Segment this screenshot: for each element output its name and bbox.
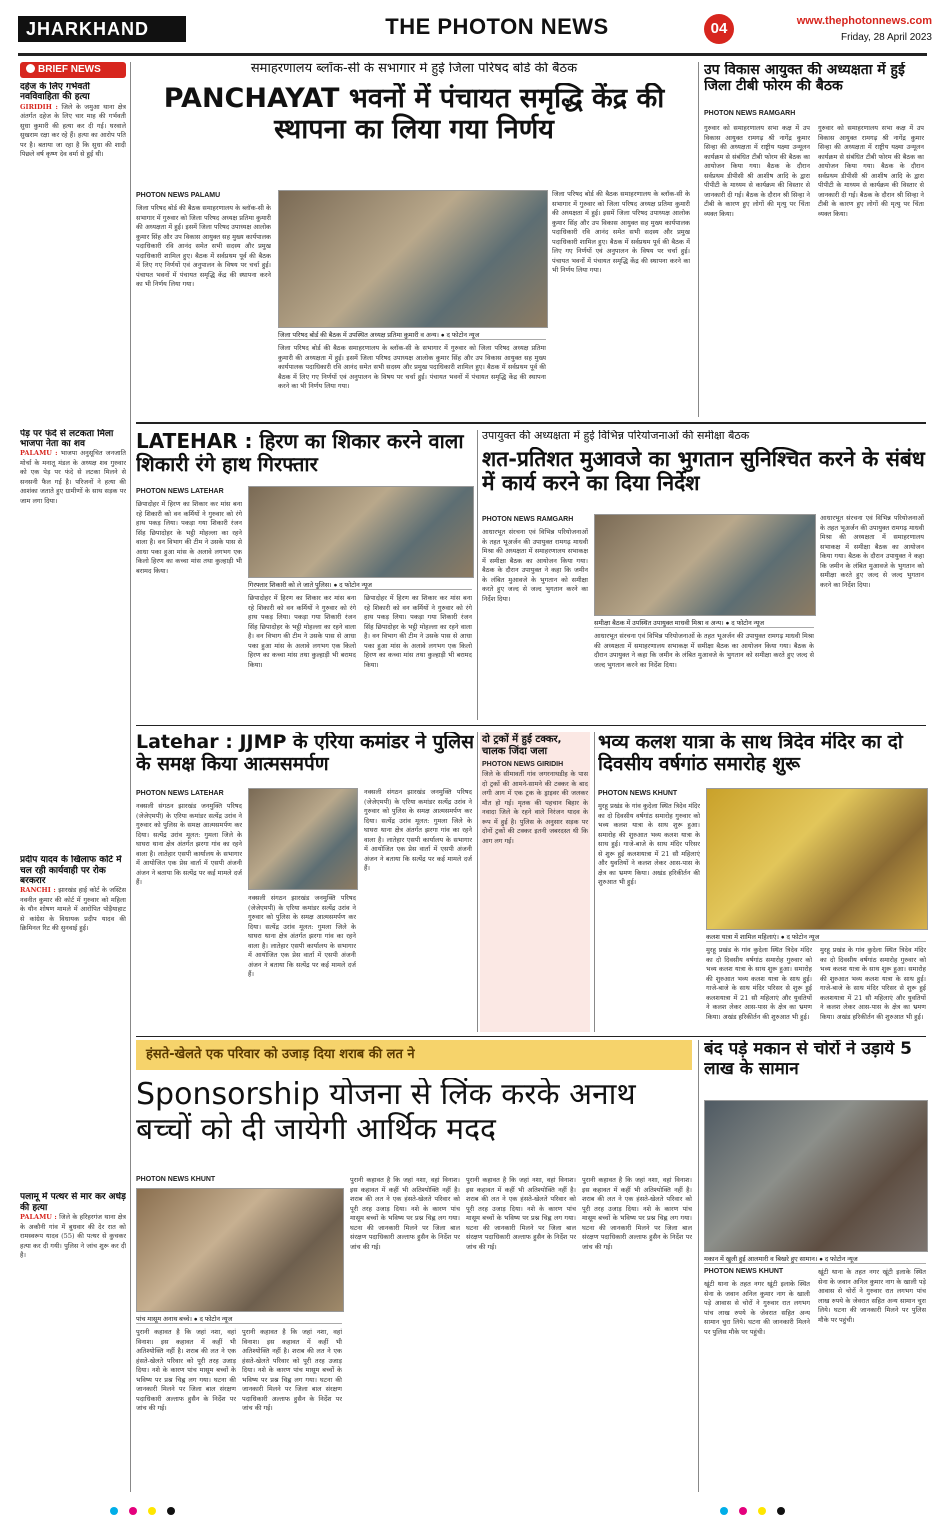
article-byline: PHOTON NEWS GIRIDIH <box>482 761 564 768</box>
photo-caption: समीक्षा बैठक में उपस्थित उपायुक्त माधवी मिश्रा व अन्य। ● द फोटोन न्यूज <box>594 616 814 628</box>
brief-text: भाजपा अनुसूचित जनजाति मोर्चा के मनातू मंडल के अध्यक्ष शव गुरुवार को एक पेड़ पर फंदे से लटका मिलने से सनसनी फैल गई है। परिजनों ने हत्या की आशंका जताते हुए ग्रामीणों के साथ सड़क पर जाम लगा दिया। <box>20 449 126 505</box>
meeting-photo <box>278 190 548 328</box>
magenta-dot-icon <box>739 1507 747 1515</box>
article-body: गुरुवार को समाहरणालय सभा कक्ष में उप विकास आयुक्त रामगढ़ श्री नागेंद्र कुमार सिन्हा की अध्यक्षता में राष्ट्रीय यक्ष्मा उन्मूलन कार्यक्रम से संबंधित टीबी फोरम की बैठक का आयोजन किया गया। बैठक के दौरान सर्वप्रथम डीपीसी श्री आशीष आदि के द्वारा पीपीटी के माध्यम से कार्यक्रम की विस्तार से जानकारी दी गई। बैठक के दौरान श्री सिन्हा ने टीबी के कारण हुए लोगों की मृत्यु पर चिंता व्यक्त किया। <box>704 124 810 218</box>
masthead-rule <box>18 53 927 56</box>
article-byline: PHOTON NEWS LATEHAR <box>136 488 224 495</box>
review-meeting-photo <box>594 514 816 616</box>
article-byline: PHOTON NEWS RAMGARH <box>482 516 574 523</box>
procession-photo <box>706 788 928 930</box>
burglary-photo <box>704 1100 928 1252</box>
article-kicker: समाहरणालय ब्लॉक-सी के सभागार में हुई जिला परिषद बोर्ड की बैठक <box>250 62 578 76</box>
article-headline: दो ट्रकों में हुई टक्कर, चालक जिंदा जला <box>482 734 562 757</box>
photo-caption: पांच मासूम अनाथ बच्चे। ● द फोटोन न्यूज <box>136 1312 342 1324</box>
article-tb-forum <box>704 62 926 417</box>
masthead <box>12 10 933 48</box>
article-body: जिले के सीमावर्ती गांव जगरनाथडीह के पास दो ट्रकों की आमने-सामने की टक्कर के बाद लगी आग में एक ट्रक के ड्राइवर की जलकर मौत हो गई। मृतक की पहचान बिहार के नवादा जिले के रहने वाले निरंजन यादव के रूप में हुई है। पुलिस के अनुसार सड़क पर दोनों ट्रकों की टक्कर इतनी जबरदस्त थी कि आग लग गई। <box>482 770 588 845</box>
section-rule <box>136 725 926 726</box>
article-body-cont: गुरुवार को समाहरणालय सभा कक्ष में उप विकास आयुक्त रामगढ़ श्री नागेंद्र कुमार सिन्हा की अध्यक्षता में राष्ट्रीय यक्ष्मा उन्मूलन कार्यक्रम से संबंधित टीबी फोरम की बैठक का आयोजन किया गया। बैठक के दौरान सर्वप्रथम डीपीसी श्री आशीष आदि के द्वारा पीपीटी के माध्यम से कार्यक्रम की विस्तार से जानकारी दी गई। बैठक के दौरान श्री सिन्हा ने टीबी के कारण हुए लोगों की मृत्यु पर चिंता व्यक्त किया। <box>818 124 924 218</box>
brief-text: जिले के हरिहरगंज थाना क्षेत्र के अकौनी गांव में बुधवार की देर रात को रामस्वरूप यादव (55) की पत्थर से कुचकर हत्या कर दी गयी। पुलिस ने जांच शुरू कर दी है। <box>20 1213 126 1260</box>
brief-item <box>20 429 126 850</box>
article-headline: उप विकास आयुक्त की अध्यक्षता में हुई जिला टीबी फोरम की बैठक <box>704 62 905 95</box>
article-body: आधारभूत संरचना एवं विभिन्न परियोजनाओं के तहत भूअर्जन की उपायुक्त रामगढ़ माधवी मिश्रा की अध्यक्षता में समाहरणालय सभाकक्ष में समीक्षा बैठक का आयोजन किया गया। बैठक के दौरान उपायुक्त ने कहा कि जमीन के लंबित मुआवजे के भुगतान को समीक्षा करते हुए जल्द से जल्द भुगतान करने का निर्देश दिया। <box>482 528 588 603</box>
column-divider <box>698 62 699 417</box>
brief-item <box>20 1192 126 1413</box>
article-body-cont: आधारभूत संरचना एवं विभिन्न परियोजनाओं के तहत भूअर्जन की उपायुक्त रामगढ़ माधवी मिश्रा की अध्यक्षता में समाहरणालय सभाकक्ष में समीक्षा बैठक का आयोजन किया गया। बैठक के दौरान उपायुक्त ने कहा कि जमीन के लंबित मुआवजे के भुगतान को समीक्षा करते हुए जल्द से जल्द भुगतान करने का निर्देश दिया। <box>594 632 814 669</box>
news-icon <box>26 64 35 73</box>
surrender-photo <box>248 788 358 890</box>
dateline: RANCHI : <box>20 886 56 895</box>
article-compensation <box>482 430 926 720</box>
article-kalash-yatra <box>598 732 926 1032</box>
article-body-cont: पुरानी कहावत है कि जहां नशा, वहां विनाश। इस कहावत में कहीं भी अतिश्योक्ति नहीं है। शराब की लत ने एक हंसते-खेलते परिवार को पूरी तरह उजाड़ दिया। नशे के कारण पांच मासूम बच्चों के भविष्य पर प्रश्न चिह्न लग गया। घटना की जानकारी मिलने पर जिला बाल संरक्षण पदाधिकारी अल्ताफ हुसैन के निर्देश पर जांच की गई। <box>466 1176 576 1251</box>
article-headline: भव्य कलश यात्रा के साथ त्रिदेव मंदिर का दो दिवसीय वर्षगांठ समारोह शुरू <box>598 732 903 775</box>
photo-caption: जिला परिषद बोर्ड की बैठक में उपस्थित अध्यक्ष प्रतिमा कुमारी व अन्य। ● द फोटोन न्यूज <box>278 328 546 340</box>
photo-caption: गिरफ्तार शिकारी को ले जाते पुलिस। ● द फोटोन न्यूज <box>248 578 472 590</box>
article-body-cont: मुरहू प्रखंड के गांव कुदेला स्थित त्रिदेव मंदिर का दो दिवसीय वर्षगांठ समारोह गुरुवार को भव्य कलश यात्रा के साथ शुरू हुआ। समारोह की शुरुआत भव्य कलश यात्रा के साथ हुई। गाजे-बाजे के साथ मंदिर परिसर से शुरू हुई कलशयात्रा में 21 सौ महिलाएं और युवतियों ने कलश लेकर आस-पास के क्षेत्र का भ्रमण किया। अखंड हरिकीर्तन की शुरुआत भी हुई। <box>706 946 812 1021</box>
brief-item <box>20 855 126 1186</box>
section-rule <box>136 1036 926 1037</box>
article-sponsorship <box>136 1040 692 1492</box>
children-photo <box>136 1188 344 1312</box>
column-divider <box>477 732 478 1032</box>
article-byline: PHOTON NEWS LATEHAR <box>136 790 224 797</box>
page-number-badge: 04 <box>704 14 734 44</box>
article-body-cont: नक्सली संगठन झारखंड जनमुक्ति परिषद (जेजेएमपी) के एरिया कमांडर सत्येंद्र उरांव ने गुरुवार को पुलिस के समक्ष आत्मसमर्पण कर दिया। सत्येंद्र उरांव मूलत: गुमला जिले के घाघरा थाना क्षेत्र अंतर्गत झरगा गांव का रहने वाला है। लातेहार एसपी कार्यालय के सभागार में आयोजित एक प्रेस वार्ता में एसपी अंजनी अंजन ने बताया कि सत्येंद्र पर कई मामले दर्ज हैं। <box>364 788 472 872</box>
article-byline: PHOTON NEWS KHUNT <box>136 1176 216 1183</box>
article-headline: Sponsorship योजना से लिंक करके अनाथ बच्चों को दी जायेगी आर्थिक मदद <box>136 1078 636 1147</box>
article-headline: PANCHAYAT भवनों में पंचायत समृद्धि केंद्र की स्थापना का लिया गया निर्णय <box>163 82 665 145</box>
photo-caption: मकान में खुली हुई आलमारी व बिखरे हुए सामान। ● द फोटोन न्यूज <box>704 1252 926 1264</box>
article-body: खूंटी थाना के तहत नगर खूंटी इलाके स्थित सेना के जवान अनिल कुमार नाग के खाली पड़े आवास से चोरों ने गुरुवार रात लगभग पांच लाख रुपये के जेवरात सहित अन्य सामान चुरा लिये। घटना की जानकारी मिलने पर पुलिस मौके पर पहुंची। <box>704 1280 810 1336</box>
article-byline: PHOTON NEWS RAMGARH <box>704 110 796 117</box>
article-body: छिपादोहर में हिरण का शिकार कर मांस बना रहे शिकारी को वन कर्मियों ने गुरुवार को रंगे हाथ पकड़ लिया। पकड़ा गया शिकारी रंजन सिंह छिपादोहर के भट्ठी मोहल्ला का रहने वाला है। वन विभाग की टीम ने उसके पास से आधा पका हुआ मांस के अलावे लगभग एक किलो हिरण का कच्चा मांस तथा कुल्हाड़ी भी बरामद किया। <box>136 500 242 575</box>
article-body: पुरानी कहावत है कि जहां नशा, वहां विनाश। इस कहावत में कहीं भी अतिश्योक्ति नहीं है। शराब की लत ने एक हंसते-खेलते परिवार को पूरी तरह उजाड़ दिया। नशे के कारण पांच मासूम बच्चों के भविष्य पर प्रश्न चिह्न लग गया। घटना की जानकारी मिलने पर जिला बाल संरक्षण पदाधिकारी अल्ताफ हुसैन के निर्देश पर जांच की गई। <box>136 1328 236 1412</box>
column-divider <box>130 62 131 1492</box>
article-body-cont: मुरहू प्रखंड के गांव कुदेला स्थित त्रिदेव मंदिर का दो दिवसीय वर्षगांठ समारोह गुरुवार को भव्य कलश यात्रा के साथ शुरू हुआ। समारोह की शुरुआत भव्य कलश यात्रा के साथ हुई। गाजे-बाजे के साथ मंदिर परिसर से शुरू हुई कलशयात्रा में 21 सौ महिलाएं और युवतियों ने कलश लेकर आस-पास के क्षेत्र का भ्रमण किया। अखंड हरिकीर्तन की शुरुआत भी हुई। <box>820 946 926 1021</box>
column-divider <box>594 732 595 1032</box>
website-link[interactable]: www.thephotonnews.com <box>796 15 932 27</box>
article-truck-collision <box>480 732 590 1032</box>
magenta-dot-icon <box>129 1507 137 1515</box>
article-body-cont: छिपादोहर में हिरण का शिकार कर मांस बना रहे शिकारी को वन कर्मियों ने गुरुवार को रंगे हाथ पकड़ लिया। पकड़ा गया शिकारी रंजन सिंह छिपादोहर के भट्ठी मोहल्ला का रहने वाला है। वन विभाग की टीम ने उसके पास से आधा पका हुआ मांस के अलावे लगभग एक किलो हिरण का कच्चा मांस तथा कुल्हाड़ी भी बरामद किया। <box>248 594 356 669</box>
article-theft <box>704 1040 926 1492</box>
cyan-dot-icon <box>720 1507 728 1515</box>
article-body-cont: आधारभूत संरचना एवं विभिन्न परियोजनाओं के तहत भूअर्जन की उपायुक्त रामगढ़ माधवी मिश्रा की अध्यक्षता में समाहरणालय सभाकक्ष में समीक्षा बैठक का आयोजन किया गया। बैठक के दौरान उपायुक्त ने कहा कि जमीन के लंबित मुआवजे के भुगतान को समीक्षा करते हुए जल्द से जल्द भुगतान करने का निर्देश दिया। <box>820 514 924 589</box>
brief-headline: प्रदीप यादव के खिलाफ कोर्ट में चल रही कार्यवाही पर रोक बरकरार <box>20 855 122 887</box>
registration-marks <box>720 1500 870 1510</box>
article-kicker: उपायुक्त की अध्यक्षता में हुई विभिन्न परियोजनाओं की समीक्षा बैठक <box>482 430 750 442</box>
section-label: JHARKHAND <box>18 16 186 42</box>
dateline: PALAMU : <box>20 1213 57 1222</box>
article-body-cont: जिला परिषद बोर्ड की बैठक समाहरणालय के ब्लॉक-सी के सभागार में गुरुवार को जिला परिषद अध्यक्ष प्रतिमा कुमारी की अध्यक्षता में हुई। इसमें जिला परिषद उपाध्यक्ष आलोक कुमार सिंह और उप विकास आयुक्त सह मुख्य कार्यपालक पदाधिकारी रवि आनंद समेत सभी सदस्य और प्रमुख पदाधिकारी शामिल हुए। बैठक में सर्वप्रथम पूर्व की बैठक में लिए गए निर्णयों एवं अनुपालन के विषय पर चर्चा हुई। पंचायत भवनों में पंचायत समृद्धि केंद्र की स्थापना करने का भी निर्णय लिया गया। <box>278 344 546 390</box>
article-body: मुरहू प्रखंड के गांव कुदेला स्थित त्रिदेव मंदिर का दो दिवसीय वर्षगांठ समारोह गुरुवार को भव्य कलश यात्रा के साथ शुरू हुआ। समारोह की शुरुआत भव्य कलश यात्रा के साथ हुई। गाजे-बाजे के साथ मंदिर परिसर से शुरू हुई कलशयात्रा में 21 सौ महिलाएं और युवतियों ने कलश लेकर आस-पास के क्षेत्र का भ्रमण किया। अखंड हरिकीर्तन की शुरुआत भी हुई। <box>598 802 700 886</box>
article-body-cont: जिला परिषद बोर्ड की बैठक समाहरणालय के ब्लॉक-सी के सभागार में गुरुवार को जिला परिषद अध्यक्ष प्रतिमा कुमारी की अध्यक्षता में हुई। इसमें जिला परिषद उपाध्यक्ष आलोक कुमार सिंह और उप विकास आयुक्त सह मुख्य कार्यपालक पदाधिकारी रवि आनंद समेत सभी सदस्य और प्रमुख पदाधिकारी शामिल हुए। बैठक में सर्वप्रथम पूर्व की बैठक में लिए गए निर्णयों एवं अनुपालन के विषय पर चर्चा हुई। पंचायत भवनों में पंचायत समृद्धि केंद्र की स्थापना करने का भी निर्णय लिया गया। <box>552 190 690 274</box>
brief-item <box>20 82 126 423</box>
article-byline: PHOTON NEWS KHUNT <box>598 790 678 797</box>
article-body-cont: पुरानी कहावत है कि जहां नशा, वहां विनाश। इस कहावत में कहीं भी अतिश्योक्ति नहीं है। शराब की लत ने एक हंसते-खेलते परिवार को पूरी तरह उजाड़ दिया। नशे के कारण पांच मासूम बच्चों के भविष्य पर प्रश्न चिह्न लग गया। घटना की जानकारी मिलने पर जिला बाल संरक्षण पदाधिकारी अल्ताफ हुसैन के निर्देश पर जांच की गई। <box>350 1176 460 1251</box>
photo-caption: कलश यात्रा में शामिल महिलाएं। ● द फोटोन न्यूज <box>706 930 926 942</box>
article-body: जिला परिषद बोर्ड की बैठक समाहरणालय के ब्लॉक-सी के सभागार में गुरुवार को जिला परिषद अध्यक्ष प्रतिमा कुमारी की अध्यक्षता में हुई। इसमें जिला परिषद उपाध्यक्ष आलोक कुमार सिंह और उप विकास आयुक्त सह मुख्य कार्यपालक पदाधिकारी रवि आनंद समेत सभी सदस्य और प्रमुख पदाधिकारी शामिल हुए। बैठक में सर्वप्रथम पूर्व की बैठक में लिए गए निर्णयों एवं अनुपालन के विषय पर चर्चा हुई। पंचायत भवनों में पंचायत समृद्धि केंद्र की स्थापना करने का भी निर्णय लिया गया। <box>136 204 271 288</box>
section-rule <box>136 422 926 424</box>
black-dot-icon <box>167 1507 175 1515</box>
dateline: GIRIDIH : <box>20 102 58 111</box>
article-byline: PHOTON NEWS KHUNT <box>704 1268 784 1275</box>
article-body-cont: नक्सली संगठन झारखंड जनमुक्ति परिषद (जेजेएमपी) के एरिया कमांडर सत्येंद्र उरांव ने गुरुवार को पुलिस के समक्ष आत्मसमर्पण कर दिया। सत्येंद्र उरांव मूलत: गुमला जिले के घाघरा थाना क्षेत्र अंतर्गत झरगा गांव का रहने वाला है। लातेहार एसपी कार्यालय के सभागार में आयोजित एक प्रेस वार्ता में एसपी अंजनी अंजन ने बताया कि सत्येंद्र पर कई मामले दर्ज हैं। <box>248 894 356 978</box>
issue-date: Friday, 28 April 2023 <box>841 32 932 43</box>
black-dot-icon <box>777 1507 785 1515</box>
article-body-cont: पुरानी कहावत है कि जहां नशा, वहां विनाश। इस कहावत में कहीं भी अतिश्योक्ति नहीं है। शराब की लत ने एक हंसते-खेलते परिवार को पूरी तरह उजाड़ दिया। नशे के कारण पांच मासूम बच्चों के भविष्य पर प्रश्न चिह्न लग गया। घटना की जानकारी मिलने पर जिला बाल संरक्षण पदाधिकारी अल्ताफ हुसैन के निर्देश पर जांच की गई। <box>582 1176 692 1251</box>
article-headline: बंद पड़े मकान से चोरों ने उड़ाये 5 लाख के सामान <box>704 1040 912 1079</box>
brief-headline: पेड़ पर फंदे से लटकता मिला भाजपा नेता का शव <box>20 428 114 450</box>
article-headline: LATEHAR : हिरण का शिकार करने वाला शिकारी रंगे हाथ गिरफ्तार <box>136 430 464 476</box>
yellow-dot-icon <box>758 1507 766 1515</box>
article-kicker: हंसते-खेलते एक परिवार को उजाड़ दिया शराब की लत ने <box>136 1040 692 1070</box>
brief-text: जिले के जमुआ थाना क्षेत्र अंतर्गत दहेज के लिए चार माह की गर्भवती सुधा कुमारी की हत्या कर दी गई। घरवाले सुखराम रक्षा कर रहे हैं। हत्या का आरोप पति पर है। बताया जा रहा है कि सुधा की शादी पिछले वर्ष कृष्ण देव वर्मा से हुई थी। <box>20 102 126 159</box>
brief-news-label: BRIEF NEWS <box>20 62 126 78</box>
article-jjmp-surrender <box>136 732 474 1032</box>
yellow-dot-icon <box>148 1507 156 1515</box>
cyan-dot-icon <box>110 1507 118 1515</box>
article-byline: PHOTON NEWS PALAMU <box>136 192 221 199</box>
article-panchayat <box>136 62 692 417</box>
arrest-photo <box>248 486 474 578</box>
brief-text: झारखंड हाई कोर्ट के जस्टिस नवनीत कुमार की कोर्ट में गुरुवार को महिला के यौन शोषण मामले में आरोपित पोड़ैयाहाट से कांग्रेस के विधायक प्रदीप यादव की क्रिमिनल रिट की सुनवाई हुई। <box>20 886 126 933</box>
article-headline: शत-प्रतिशत मुआवजे का भुगतान सुनिश्चित करने के संबंध में कार्य करने का दिया निर्देश <box>482 446 925 495</box>
column-divider <box>477 430 478 720</box>
article-body-cont: खूंटी थाना के तहत नगर खूंटी इलाके स्थित सेना के जवान अनिल कुमार नाग के खाली पड़े आवास से चोरों ने गुरुवार रात लगभग पांच लाख रुपये के जेवरात सहित अन्य सामान चुरा लिये। घटना की जानकारी मिलने पर पुलिस मौके पर पहुंची। <box>818 1268 926 1324</box>
dateline: PALAMU : <box>20 449 58 458</box>
article-latehar-deer <box>136 430 474 720</box>
column-divider <box>698 1040 699 1492</box>
article-headline: Latehar : JJMP के एरिया कमांडर ने पुलिस के समक्ष किया आत्मसमर्पण <box>136 732 474 775</box>
brief-headline: दहेज के लिए गर्भवती नवविवाहिता की हत्या <box>20 82 90 103</box>
article-body-cont: छिपादोहर में हिरण का शिकार कर मांस बना रहे शिकारी को वन कर्मियों ने गुरुवार को रंगे हाथ पकड़ लिया। पकड़ा गया शिकारी रंजन सिंह छिपादोहर के भट्ठी मोहल्ला का रहने वाला है। वन विभाग की टीम ने उसके पास से आधा पका हुआ मांस के अलावे लगभग एक किलो हिरण का कच्चा मांस तथा कुल्हाड़ी भी बरामद किया। <box>364 594 472 669</box>
article-body: नक्सली संगठन झारखंड जनमुक्ति परिषद (जेजेएमपी) के एरिया कमांडर सत्येंद्र उरांव ने गुरुवार को पुलिस के समक्ष आत्मसमर्पण कर दिया। सत्येंद्र उरांव मूलत: गुमला जिले के घाघरा थाना क्षेत्र अंतर्गत झरगा गांव का रहने वाला है। लातेहार एसपी कार्यालय के सभागार में आयोजित एक प्रेस वार्ता में एसपी अंजनी अंजन ने बताया कि सत्येंद्र पर कई मामले दर्ज हैं। <box>136 802 242 886</box>
paper-name: THE PHOTON NEWS <box>385 14 609 39</box>
registration-marks <box>110 1500 260 1510</box>
brief-headline: पलामू में पत्थर से मार कर अधेड़ की हत्या <box>20 1192 126 1213</box>
brief-news-column <box>20 62 126 1492</box>
article-body-cont: पुरानी कहावत है कि जहां नशा, वहां विनाश। इस कहावत में कहीं भी अतिश्योक्ति नहीं है। शराब की लत ने एक हंसते-खेलते परिवार को पूरी तरह उजाड़ दिया। नशे के कारण पांच मासूम बच्चों के भविष्य पर प्रश्न चिह्न लग गया। घटना की जानकारी मिलने पर जिला बाल संरक्षण पदाधिकारी अल्ताफ हुसैन के निर्देश पर जांच की गई। <box>242 1328 342 1412</box>
